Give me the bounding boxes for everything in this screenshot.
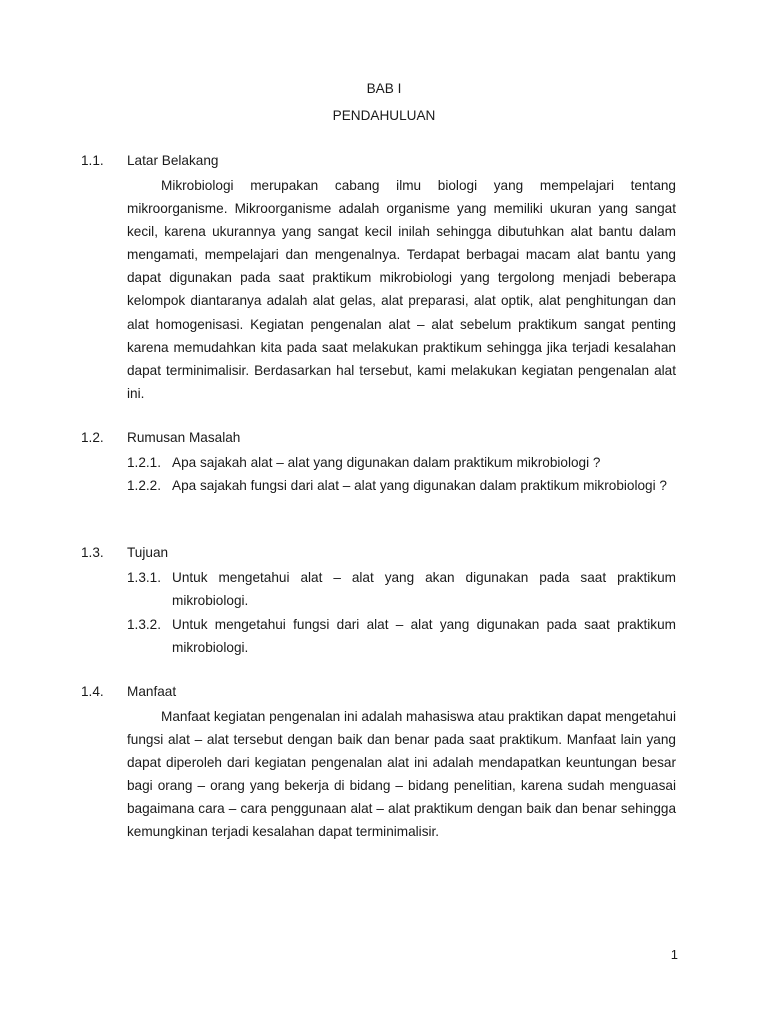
section-title: Tujuan bbox=[127, 545, 169, 560]
section-title: Manfaat bbox=[127, 684, 177, 699]
section-paragraph-latar-belakang: Mikrobiologi merupakan cabang ilmu biologi yang mempelajari tentang mikroorganisme. Mikroorganisme adalah organisme yang memiliki ukuran yang sangat kecil, karena ukurannya yang sangat kecil inilah sehingga dibutuhkan alat bantu dalam mengamati, mempelajari dan mengenalnya. Terdapat berbagai macam alat bantu yang dapat digunakan pada saat praktikum mikrobiologi yang tergolong menjadi beberapa kelompok diantaranya adalah alat gelas, alat preparasi, alat optik, alat penghitungan dan alat homogenisasi. Kegiatan pengenalan alat – alat sebelum praktikum sangat penting karena memudahkan kita pada saat melakukan praktikum sehingga jika terjadi kesalahan dapat terminimalisir. Berdasarkan hal tersebut, kami melakukan kegiatan pengenalan alat ini. bbox=[127, 178, 676, 401]
list-item-text: Apa sajakah alat – alat yang digunakan dalam praktikum mikrobiologi ? bbox=[172, 455, 601, 470]
list-item bbox=[127, 613, 676, 659]
list-item bbox=[127, 566, 676, 612]
section-title: Latar Belakang bbox=[127, 153, 219, 168]
list-item-text: Untuk mengetahui fungsi dari alat – alat yang digunakan pada saat praktikum mikrobiologi. bbox=[172, 617, 676, 656]
list-item bbox=[127, 451, 676, 474]
list-item-number: 1.3.2. bbox=[127, 617, 162, 632]
list-item-number: 1.2.2. bbox=[127, 478, 162, 493]
chapter-label: BAB I bbox=[366, 81, 402, 96]
list-item-text: Apa sajakah fungsi dari alat – alat yang digunakan dalam praktikum mikrobiologi ? bbox=[172, 478, 667, 493]
section-number: 1.2. bbox=[81, 430, 104, 445]
section-number: 1.3. bbox=[81, 545, 104, 560]
section-number: 1.1. bbox=[81, 153, 104, 168]
list-item bbox=[127, 474, 676, 497]
section-paragraph-manfaat: Manfaat kegiatan pengenalan ini adalah mahasiswa atau praktikan dapat mengetahui fungsi alat – alat tersebut dengan baik dan benar pada saat praktikum. Manfaat lain yang dapat diperoleh dari kegiatan pengenalan alat ini adalah mendapatkan keuntungan besar bagi orang – orang yang bekerja di bidang – bidang penelitian, karena sudah menguasai bagaimana cara – cara penggunaan alat – alat praktikum dengan baik dan benar sehingga kemungkinan terjadi kesalahan dapat terminimalisir. bbox=[127, 709, 676, 840]
list-item-number: 1.2.1. bbox=[127, 455, 162, 470]
section-title: Rumusan Masalah bbox=[127, 430, 241, 445]
chapter-title: PENDAHULUAN bbox=[332, 108, 436, 123]
list-item-number: 1.3.1. bbox=[127, 570, 162, 585]
section-number: 1.4. bbox=[81, 684, 104, 699]
list-item-text: Untuk mengetahui alat – alat yang akan digunakan pada saat praktikum mikrobiologi. bbox=[172, 570, 676, 609]
page-number: 1 bbox=[670, 947, 678, 962]
